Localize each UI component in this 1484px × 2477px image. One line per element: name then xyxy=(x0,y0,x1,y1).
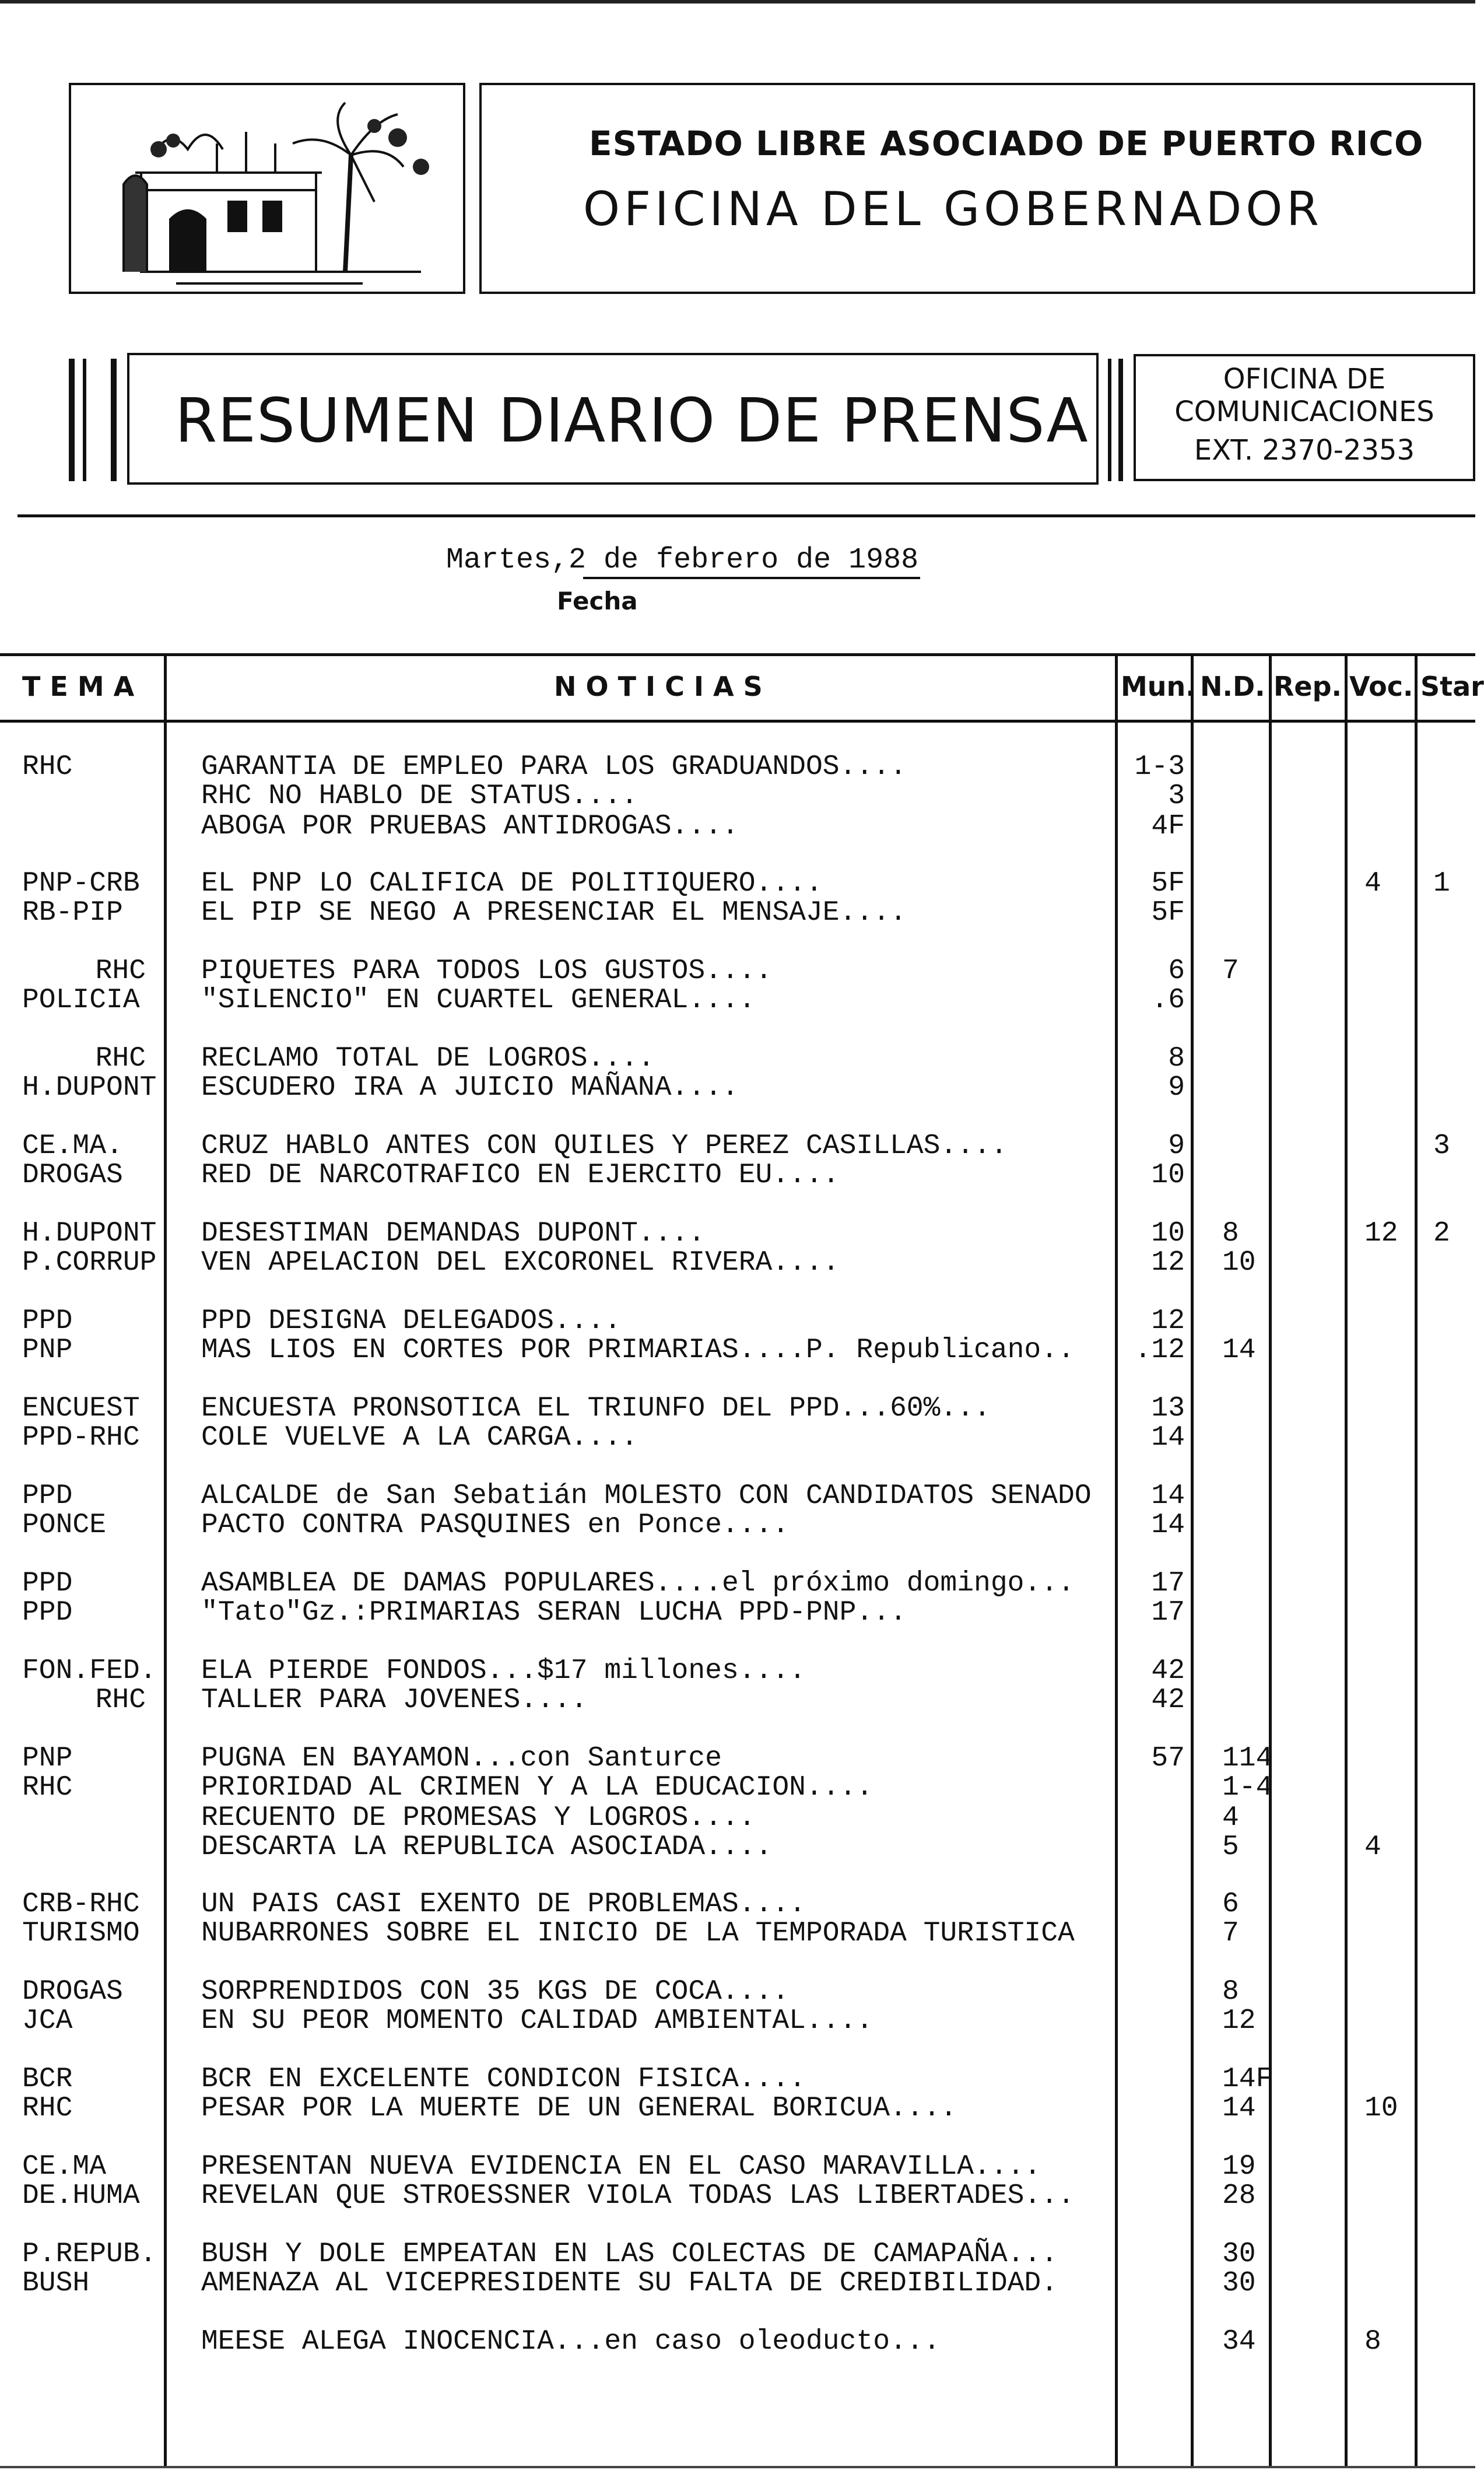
header-line-estado: ESTADO LIBRE ASOCIADO DE PUERTO RICO xyxy=(589,124,1424,163)
noticia-cell: UN PAIS CASI EXENTO DE PROBLEMAS.... xyxy=(201,1889,806,1920)
tema-cell: CRB-RHC xyxy=(22,1889,140,1920)
mun-cell: 1-3 xyxy=(1134,751,1185,783)
mun-cell: 17 xyxy=(1151,1568,1185,1599)
date-value: Martes,2 de febrero de 1988 xyxy=(446,544,919,577)
tema-cell: PPD xyxy=(22,1305,73,1337)
tema-cell: DE.HUMA xyxy=(22,2180,140,2212)
nd-cell: 30 xyxy=(1222,2268,1256,2299)
noticia-cell: TALLER PARA JOVENES.... xyxy=(201,1684,588,1716)
mun-cell: 4F xyxy=(1151,811,1185,842)
noticia-cell: COLE VUELVE A LA CARGA.... xyxy=(201,1422,638,1453)
voc-cell: 4 xyxy=(1364,1831,1381,1863)
noticia-cell: PRIORIDAD AL CRIMEN Y A LA EDUCACION.... xyxy=(201,1772,873,1803)
noticia-cell: PIQUETES PARA TODOS LOS GUSTOS.... xyxy=(201,955,773,987)
noticia-cell: PESAR POR LA MUERTE DE UN GENERAL BORICUA.... xyxy=(201,2093,957,2124)
tema-cell: ENCUEST xyxy=(22,1393,140,1424)
noticia-cell: EL PIP SE NEGO A PRESENCIAR EL MENSAJE.... xyxy=(201,897,907,929)
noticia-cell: DESESTIMAN DEMANDAS DUPONT.... xyxy=(201,1218,706,1249)
mun-cell: 6 xyxy=(1168,955,1185,987)
mun-cell: 12 xyxy=(1151,1305,1185,1337)
star-cell: 2 xyxy=(1433,1218,1450,1249)
nd-cell: 114 xyxy=(1222,1743,1273,1774)
tema-cell: CE.MA. xyxy=(22,1130,123,1162)
nd-cell: 7 xyxy=(1222,955,1239,987)
header-voc: Voc. xyxy=(1349,671,1413,702)
tema-cell: RB-PIP xyxy=(22,897,123,929)
nd-cell: 10 xyxy=(1222,1247,1256,1278)
tema-cell: H.DUPONT xyxy=(22,1218,157,1249)
office-line: COMUNICACIONES xyxy=(1174,395,1434,428)
voc-cell: 4 xyxy=(1364,868,1381,899)
mun-cell: 3 xyxy=(1168,780,1185,812)
mun-cell: 14 xyxy=(1151,1422,1185,1453)
header-star: Star xyxy=(1420,671,1484,702)
nd-cell: 28 xyxy=(1222,2180,1256,2212)
nd-cell: 1-4 xyxy=(1222,1772,1273,1803)
tema-cell: RHC xyxy=(95,1043,146,1074)
tema-cell: PNP-CRB xyxy=(22,868,140,899)
noticia-cell: GARANTIA DE EMPLEO PARA LOS GRADUANDOS.... xyxy=(201,751,907,783)
mun-cell: 10 xyxy=(1151,1218,1185,1249)
mun-cell: .12 xyxy=(1134,1334,1185,1366)
nd-cell: 7 xyxy=(1222,1918,1239,1949)
tema-cell: PPD xyxy=(22,1480,73,1512)
noticia-cell: PUGNA EN BAYAMON...con Santurce xyxy=(201,1743,722,1774)
nd-cell: 14F xyxy=(1222,2063,1273,2095)
noticia-cell: MAS LIOS EN CORTES POR PRIMARIAS....P. Republicano.. xyxy=(201,1334,1075,1366)
noticia-cell: NUBARRONES SOBRE EL INICIO DE LA TEMPORADA TURISTICA xyxy=(201,1918,1075,1949)
noticia-cell: MEESE ALEGA INOCENCIA...en caso oleoducto... xyxy=(201,2326,941,2357)
tema-cell: PPD xyxy=(22,1597,73,1628)
tema-cell: H.DUPONT xyxy=(22,1072,157,1103)
tema-cell: RHC xyxy=(22,751,73,783)
header-mun: Mun. xyxy=(1121,671,1196,702)
tema-cell: P.CORRUP xyxy=(22,1247,157,1278)
noticia-cell: AMENAZA AL VICEPRESIDENTE SU FALTA DE CREDIBILIDAD. xyxy=(201,2268,1058,2299)
noticia-cell: RECLAMO TOTAL DE LOGROS.... xyxy=(201,1043,655,1074)
noticia-cell: "SILENCIO" EN CUARTEL GENERAL.... xyxy=(201,985,756,1016)
nd-cell: 8 xyxy=(1222,1976,1239,2007)
voc-cell: 12 xyxy=(1364,1218,1398,1249)
mun-cell: .6 xyxy=(1151,985,1185,1016)
voc-cell: 10 xyxy=(1364,2093,1398,2124)
office-extension: EXT. 2370-2353 xyxy=(1194,434,1415,467)
nd-cell: 14 xyxy=(1222,1334,1256,1366)
tema-cell: PNP xyxy=(22,1743,73,1774)
tema-cell: PNP xyxy=(22,1334,73,1366)
mun-cell: 8 xyxy=(1168,1043,1185,1074)
noticia-cell: DESCARTA LA REPUBLICA ASOCIADA.... xyxy=(201,1831,773,1863)
noticia-cell: ASAMBLEA DE DAMAS POPULARES....el próximo domingo... xyxy=(201,1568,1075,1599)
nd-cell: 8 xyxy=(1222,1218,1239,1249)
tema-cell: PPD-RHC xyxy=(22,1422,140,1453)
noticia-cell: PRESENTAN NUEVA EVIDENCIA EN EL CASO MARAVILLA.... xyxy=(201,2151,1041,2182)
tema-cell: CE.MA xyxy=(22,2151,107,2182)
tema-cell: DROGAS xyxy=(22,1976,123,2007)
mun-cell: 14 xyxy=(1151,1480,1185,1512)
noticia-cell: PPD DESIGNA DELEGADOS.... xyxy=(201,1305,622,1337)
tema-cell: DROGAS xyxy=(22,1159,123,1191)
tema-cell: PPD xyxy=(22,1568,73,1599)
noticia-cell: RED DE NARCOTRAFICO EN EJERCITO EU.... xyxy=(201,1159,840,1191)
nd-cell: 5 xyxy=(1222,1831,1239,1863)
noticia-cell: "Tato"Gz.:PRIMARIAS SERAN LUCHA PPD-PNP... xyxy=(201,1597,907,1628)
noticia-cell: ELA PIERDE FONDOS...$17 millones.... xyxy=(201,1655,806,1687)
mun-cell: 5F xyxy=(1151,868,1185,899)
mun-cell: 42 xyxy=(1151,1655,1185,1687)
header-rep: Rep. xyxy=(1273,671,1342,702)
noticia-cell: RHC NO HABLO DE STATUS.... xyxy=(201,780,638,812)
nd-cell: 14 xyxy=(1222,2093,1256,2124)
nd-cell: 34 xyxy=(1222,2326,1256,2357)
mun-cell: 13 xyxy=(1151,1393,1185,1424)
tema-cell: BUSH xyxy=(22,2268,90,2299)
star-cell: 3 xyxy=(1433,1130,1450,1162)
nd-cell: 12 xyxy=(1222,2005,1256,2037)
noticia-cell: VEN APELACION DEL EXCORONEL RIVERA.... xyxy=(201,1247,840,1278)
header-tema: T E M A xyxy=(22,671,135,702)
tema-cell: BCR xyxy=(22,2063,73,2095)
noticia-cell: EL PNP LO CALIFICA DE POLITIQUERO.... xyxy=(201,868,823,899)
noticia-cell: SORPRENDIDOS CON 35 KGS DE COCA.... xyxy=(201,1976,790,2007)
mun-cell: 17 xyxy=(1151,1597,1185,1628)
noticia-cell: REVELAN QUE STROESSNER VIOLA TODAS LAS LIBERTADES... xyxy=(201,2180,1075,2212)
mun-cell: 5F xyxy=(1151,897,1185,929)
noticia-cell: EN SU PEOR MOMENTO CALIDAD AMBIENTAL.... xyxy=(201,2005,873,2037)
nd-cell: 19 xyxy=(1222,2151,1256,2182)
tema-cell: RHC xyxy=(95,955,146,987)
noticia-cell: ALCALDE de San Sebatián MOLESTO CON CANDIDATOS SENADO xyxy=(201,1480,1092,1512)
nd-cell: 30 xyxy=(1222,2238,1256,2270)
noticia-cell: ENCUESTA PRONSOTICA EL TRIUNFO DEL PPD...60%... xyxy=(201,1393,991,1424)
tema-cell: PONCE xyxy=(22,1509,107,1541)
nd-cell: 4 xyxy=(1222,1802,1239,1834)
voc-cell: 8 xyxy=(1364,2326,1381,2357)
noticia-cell: CRUZ HABLO ANTES CON QUILES Y PEREZ CASILLAS.... xyxy=(201,1130,1008,1162)
tema-cell: P.REPUB. xyxy=(22,2238,157,2270)
mun-cell: 14 xyxy=(1151,1509,1185,1541)
mun-cell: 42 xyxy=(1151,1684,1185,1716)
header-nd: N.D. xyxy=(1200,671,1265,702)
tema-cell: FON.FED. xyxy=(22,1655,157,1687)
noticia-cell: ABOGA POR PRUEBAS ANTIDROGAS.... xyxy=(201,811,739,842)
mun-cell: 9 xyxy=(1168,1130,1185,1162)
tema-cell: POLICIA xyxy=(22,985,140,1016)
star-cell: 1 xyxy=(1433,868,1450,899)
mun-cell: 57 xyxy=(1151,1743,1185,1774)
tema-cell: RHC xyxy=(22,1772,73,1803)
mun-cell: 10 xyxy=(1151,1159,1185,1191)
mun-cell: 9 xyxy=(1168,1072,1185,1103)
office-line: OFICINA DE xyxy=(1223,363,1386,395)
tema-cell: JCA xyxy=(22,2005,73,2037)
mun-cell: 12 xyxy=(1151,1247,1185,1278)
noticia-cell: BCR EN EXCELENTE CONDICON FISICA.... xyxy=(201,2063,806,2095)
tema-cell: TURISMO xyxy=(22,1918,140,1949)
nd-cell: 6 xyxy=(1222,1889,1239,1920)
tema-cell: RHC xyxy=(22,2093,73,2124)
noticia-cell: ESCUDERO IRA A JUICIO MAÑANA.... xyxy=(201,1072,739,1103)
noticia-cell: RECUENTO DE PROMESAS Y LOGROS.... xyxy=(201,1802,756,1834)
header-noticias: N O T I C I A S xyxy=(554,671,763,702)
resumen-title: RESUMEN DIARIO DE PRENSA xyxy=(175,385,1089,456)
header-line-oficina: OFICINA DEL GOBERNADOR xyxy=(583,182,1323,236)
date-label: Fecha xyxy=(557,587,638,615)
noticia-cell: BUSH Y DOLE EMPEATAN EN LAS COLECTAS DE CAMAPAÑA... xyxy=(201,2238,1058,2270)
tema-cell: RHC xyxy=(95,1684,146,1716)
noticia-cell: PACTO CONTRA PASQUINES en Ponce.... xyxy=(201,1509,790,1541)
